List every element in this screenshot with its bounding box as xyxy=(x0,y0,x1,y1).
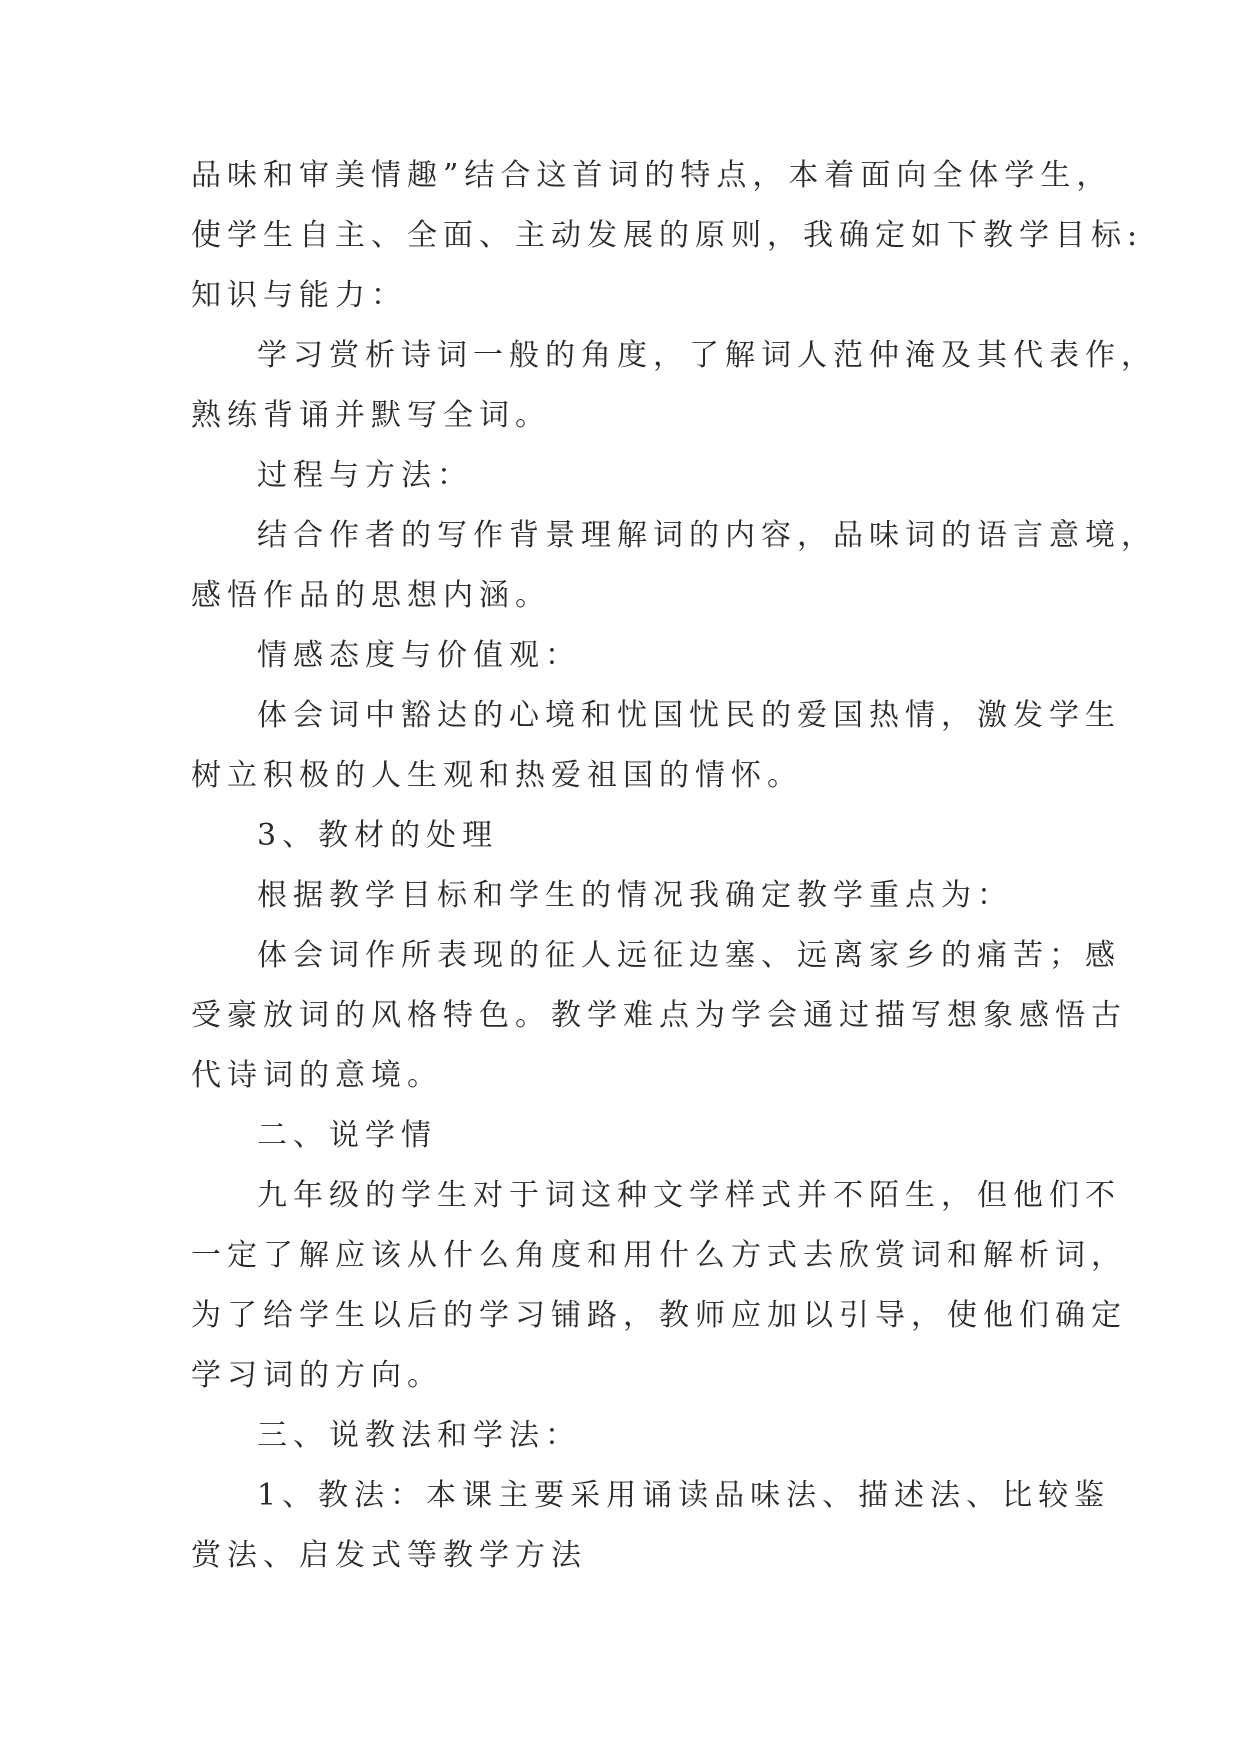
document-body xyxy=(191,154,1157,1578)
text-line: 根据教学目标和学生的情况我确定教学重点为： xyxy=(257,878,1013,913)
section-heading: 三、说教法和学法： xyxy=(257,1418,581,1453)
text-line: 代诗词的意境。 xyxy=(191,1058,443,1093)
section-heading: 知识与能力： xyxy=(191,278,407,313)
text-line: 树立积极的人生观和热爱祖国的情怀。 xyxy=(191,758,803,793)
section-heading: 过程与方法： xyxy=(257,458,473,493)
text-line: 为了给学生以后的学习铺路，教师应加以引导，使他们确定 xyxy=(191,1298,1127,1333)
section-heading: 二、说学情 xyxy=(257,1118,437,1153)
text-line: 使学生自主、全面、主动发展的原则，我确定如下教学目标: xyxy=(191,218,1144,253)
text-line: 受豪放词的风格特色。教学难点为学会通过描写想象感悟古 xyxy=(191,998,1127,1033)
text-line: 体会词中豁达的心境和忧国忧民的爱国热情，激发学生 xyxy=(257,698,1121,733)
text-line: 感悟作品的思想内涵。 xyxy=(191,578,551,613)
section-heading: 3、教材的处理 xyxy=(257,818,499,853)
text-line: 1、教法：本课主要采用诵读品味法、描述法、比较鉴 xyxy=(257,1478,1111,1513)
text-line: 熟练背诵并默写全词。 xyxy=(191,398,551,433)
text-line: 学习词的方向。 xyxy=(191,1358,443,1393)
text-line: 一定了解应该从什么角度和用什么方式去欣赏词和解析词， xyxy=(191,1238,1127,1273)
text-line: 学习赏析诗词一般的角度，了解词人范仲淹及其代表作， xyxy=(257,338,1157,373)
text-line: 赏法、启发式等教学方法 xyxy=(191,1538,587,1573)
text-line: 结合作者的写作背景理解词的内容，品味词的语言意境， xyxy=(257,518,1157,553)
text-line: 九年级的学生对于词这种文学样式并不陌生，但他们不 xyxy=(257,1178,1121,1213)
section-heading: 情感态度与价值观： xyxy=(257,638,581,673)
text-line: 品味和审美情趣”结合这首词的特点，本着面向全体学生， xyxy=(191,158,1113,193)
text-line: 体会词作所表现的征人远征边塞、远离家乡的痛苦；感 xyxy=(257,938,1121,973)
